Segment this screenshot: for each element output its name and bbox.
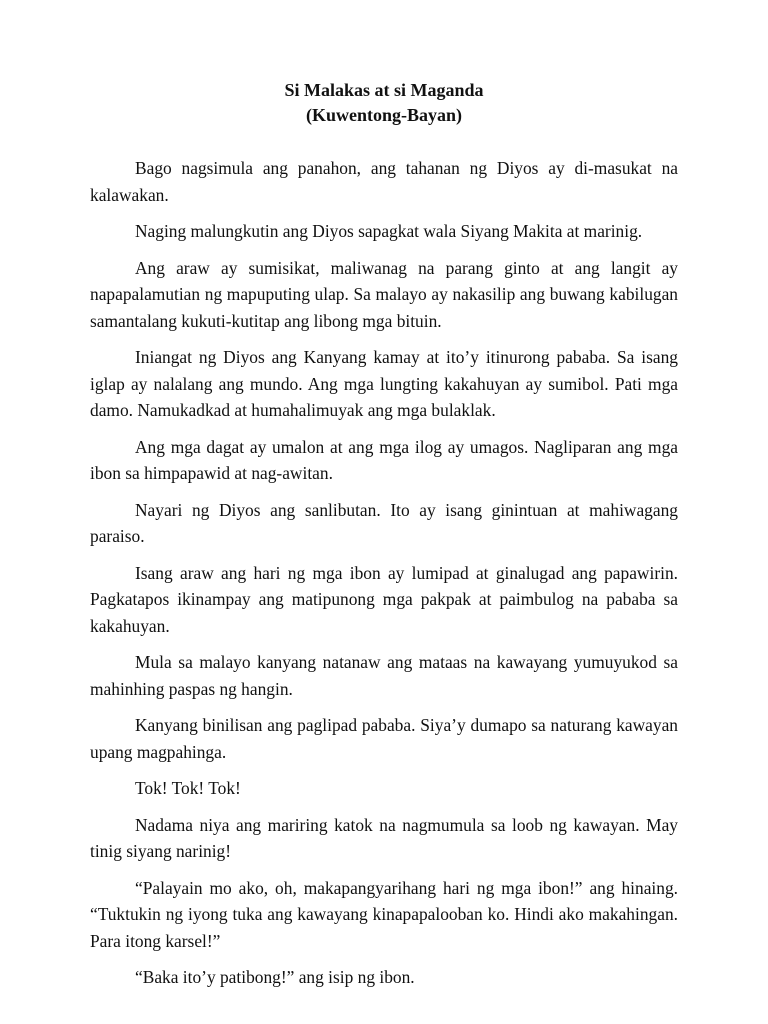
page-title: Si Malakas at si Maganda bbox=[284, 80, 484, 100]
paragraph-4: Iniangat ng Diyos ang Kanyang kamay at ito’y itinurong pababa. Sa isang iglap ay nalalang ang mundo. Ang mga lungting kakahuyan ay sumibol. Pati mga damo. Namukadkad at humahalimuyak ang mga bulaklak. bbox=[90, 347, 678, 420]
paragraph-7: Isang araw ang hari ng mga ibon ay lumipad at ginalugad ang papawirin. Pagkatapos ikinampay ang matipunong mga pakpak at paimbulog na pababa sa kakahuyan. bbox=[90, 562, 678, 636]
paragraph-2: Naging malungkutin ang Diyos sapagkat wala Siyang Makita at marinig. bbox=[135, 221, 643, 241]
story-body bbox=[90, 155, 678, 1001]
title-block bbox=[0, 78, 768, 128]
page-subtitle: (Kuwentong-Bayan) bbox=[305, 105, 462, 125]
paragraph-8: Mula sa malayo kanyang natanaw ang mataas na kawayang yumuyukod sa mahinhing paspas ng hangin. bbox=[90, 652, 678, 699]
paragraph-11: Nadama niya ang mariring katok na nagmumula sa loob ng kawayan. May tinig siyang narinig! bbox=[90, 814, 678, 861]
paragraph-10: Tok! Tok! Tok! bbox=[135, 778, 241, 798]
paragraph-13: “Baka ito’y patibong!” ang isip ng ibon. bbox=[135, 967, 415, 987]
paragraph-3: Ang araw ay sumisikat, maliwanag na parang ginto at ang langit ay napapalamutian ng mapuputing ulap. Sa malayo ay nakasilip ang buwang kabilugan samantalang kukuti-kutitap ang libong mga bituin. bbox=[90, 257, 678, 331]
paragraph-5: Ang mga dagat ay umalon at ang mga ilog ay umagos. Nagliparan ang mga ibon sa himpapawid at nag-awitan. bbox=[90, 436, 678, 483]
paragraph-6: Nayari ng Diyos ang sanlibutan. Ito ay isang ginintuan at mahiwagang paraiso. bbox=[90, 499, 678, 546]
paragraph-1: Bago nagsimula ang panahon, ang tahanan ng Diyos ay di-masukat na kalawakan. bbox=[90, 158, 678, 205]
paragraph-9: Kanyang binilisan ang paglipad pababa. Siya’y dumapo sa naturang kawayan upang magpahinga. bbox=[90, 715, 678, 762]
paragraph-12: “Palayain mo ako, oh, makapangyarihang hari ng mga ibon!” ang hinaing. “Tuktukin ng iyong tuka ang kawayang kinapapalooban ko. Hindi ako makahingan. Para itong karsel!” bbox=[90, 877, 678, 951]
